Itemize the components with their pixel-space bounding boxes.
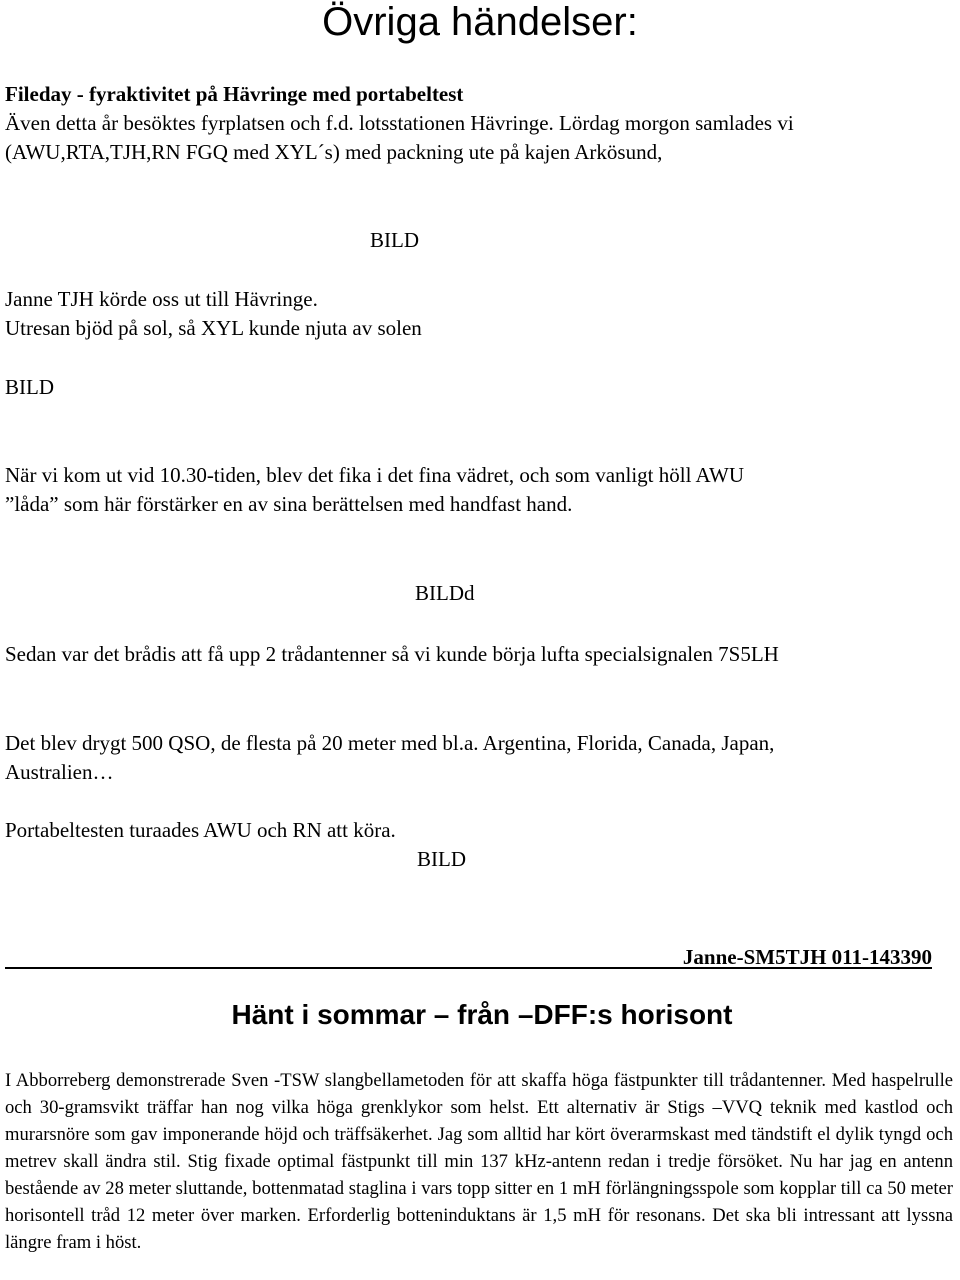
article-heading: Fileday - fyraktivitet på Hävringe med portabeltest xyxy=(5,82,464,106)
section-divider xyxy=(5,967,931,969)
intro-line-2: (AWU,RTA,TJH,RN FGQ med XYL´s) med packning ute på kajen Arkösund, xyxy=(5,140,663,164)
paragraph-line: Janne TJH körde oss ut till Hävringe. xyxy=(5,287,318,311)
paragraph-line: Sedan var det brådis att få upp 2 trådantenner så vi kunde börja lufta specialsignalen 7S5LH xyxy=(5,642,779,666)
paragraph-line: Portabeltesten turaades AWU och RN att köra. xyxy=(5,818,396,842)
section-body: I Abborreberg demonstrerade Sven -TSW slangbellametoden för att skaffa höga fästpunkter till trådantenner. Med haspelrulle och 30-gramsvikt träffar han nog vilka höga grenklykor som helst. Ett alternativ är Stigs –VVQ teknik med kastlod och murarsnöre som gav imponerande höjd och träffsäkerhet. Jag som alltid har kört överarmskast med tändstift el dylik tyngd och metrev skall ändra stil. Stig fixade optimal fästpunkt till min 137 kHz-antenn redan i tredje försöket. Nu har jag en antenn bestående av 28 meter sluttande, bottenmatad staglina i vars topp sitter en 1 mH förlängningsspole som kopplar till ca 50 meter horisontell tråd 12 meter över marken. Erforderlig botteninduktans är 1,5 mH för resonans. Det ska bli intressant att lyssna längre fram i höst. xyxy=(5,1070,953,1253)
image-placeholder-3: BILDd xyxy=(415,581,475,605)
paragraph-line: Det blev drygt 500 QSO, de flesta på 20 meter med bl.a. Argentina, Florida, Canada, Japan, xyxy=(5,731,775,755)
image-placeholder-2: BILD xyxy=(5,375,54,399)
image-placeholder-1: BILD xyxy=(370,228,419,252)
paragraph-line: När vi kom ut vid 10.30-tiden, blev det fika i det fina vädret, och som vanligt höll AWU xyxy=(5,463,744,487)
image-placeholder-4: BILD xyxy=(417,847,466,871)
paragraph-line: Australien… xyxy=(5,760,114,784)
paragraph-line: ”låda” som här förstärker en av sina berättelsen med handfast hand. xyxy=(5,492,573,516)
section-title: Hänt i sommar – från –DFF:s horisont xyxy=(231,999,733,1030)
page-title: Övriga händelser: xyxy=(322,0,638,44)
author-signature: Janne-SM5TJH 011-143390 xyxy=(682,945,932,969)
paragraph-line: Utresan bjöd på sol, så XYL kunde njuta av solen xyxy=(5,316,422,340)
intro-line-1: Även detta år besöktes fyrplatsen och f.d. lotsstationen Hävringe. Lördag morgon samlades vi xyxy=(5,111,794,135)
